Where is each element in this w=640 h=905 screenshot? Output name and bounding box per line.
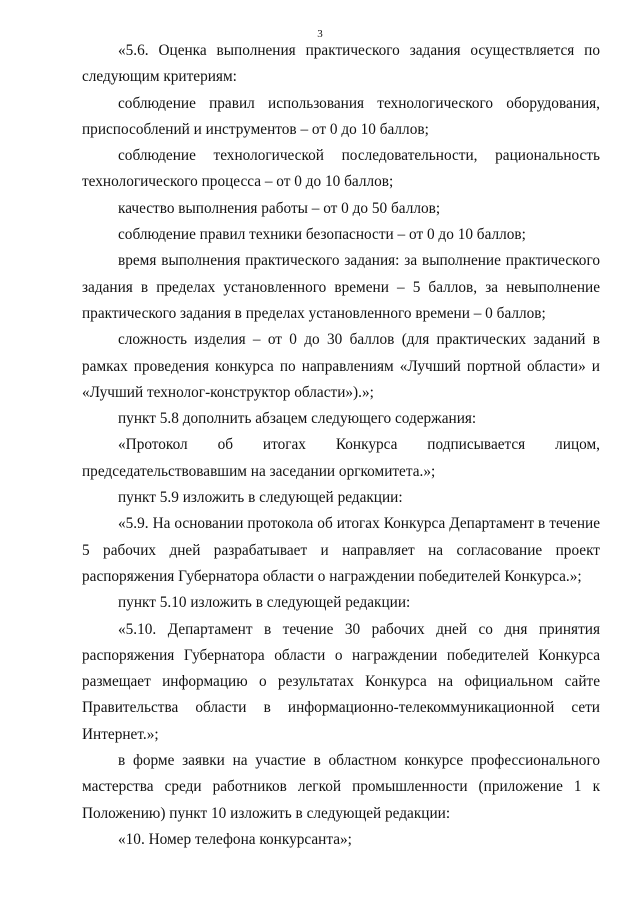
paragraph-5-8-instruction: пункт 5.8 дополнить абзацем следующего содержания:	[118, 410, 477, 428]
document-body	[82, 38, 600, 853]
paragraph-5-10-instruction: пункт 5.10 изложить в следующей редакции:	[118, 594, 411, 612]
paragraph-5-9-text: «5.9. На основании протокола об итогах Конкурса Департамент в течение 5 рабочих дней разрабатывает и направляет на согласование проект распоряжения Губернатора области о награждении победителей Конкурса.»;	[82, 515, 600, 585]
application-form-instruction: в форме заявки на участие в областном конкурсе профессионального мастерства среди работников легкой промышленности (приложение 1 к Положению) пункт 10 изложить в следующей редакции:	[82, 752, 600, 822]
criterion-time: время выполнения практического задания: за выполнение практического задания в пределах установленного времени – 5 баллов, за невыполнение практического задания в пределах установленного времени – 0 баллов;	[82, 252, 600, 322]
paragraph-5-9-instruction: пункт 5.9 изложить в следующей редакции:	[118, 489, 403, 507]
criterion-complexity: сложность изделия – от 0 до 30 баллов (для практических заданий в рамках проведения конкурса по направлениям «Лучший портной области» и «Лучший технолог-конструктор области»).»;	[82, 331, 600, 401]
criterion-quality: качество выполнения работы – от 0 до 50 баллов;	[118, 199, 441, 217]
criterion-sequence: соблюдение технологической последовательности, рациональность технологического процесса – от 0 до 10 баллов;	[82, 147, 600, 191]
criterion-safety: соблюдение правил техники безопасности – от 0 до 10 баллов;	[118, 226, 526, 244]
paragraph-5-10-text: «5.10. Департамент в течение 30 рабочих дней со дня принятия распоряжения Губернатора области о награждении победителей Конкурса размещает информацию о результатах Конкурса на официальном сайте Правительства области в информационно-телекоммуникационной сети Интернет.»;	[82, 620, 600, 743]
page-number: 3	[317, 28, 323, 40]
application-form-item-10: «10. Номер телефона конкурсанта»;	[118, 830, 352, 848]
paragraph-5-6-intro: «5.6. Оценка выполнения практического задания осуществляется по следующим критериям:	[82, 42, 600, 86]
paragraph-5-8-text: «Протокол об итогах Конкурса подписывается лицом, председательствовавшим на заседании оргкомитета.»;	[82, 436, 600, 480]
criterion-equipment: соблюдение правил использования технологического оборудования, приспособлений и инструментов – от 0 до 10 баллов;	[82, 94, 600, 138]
